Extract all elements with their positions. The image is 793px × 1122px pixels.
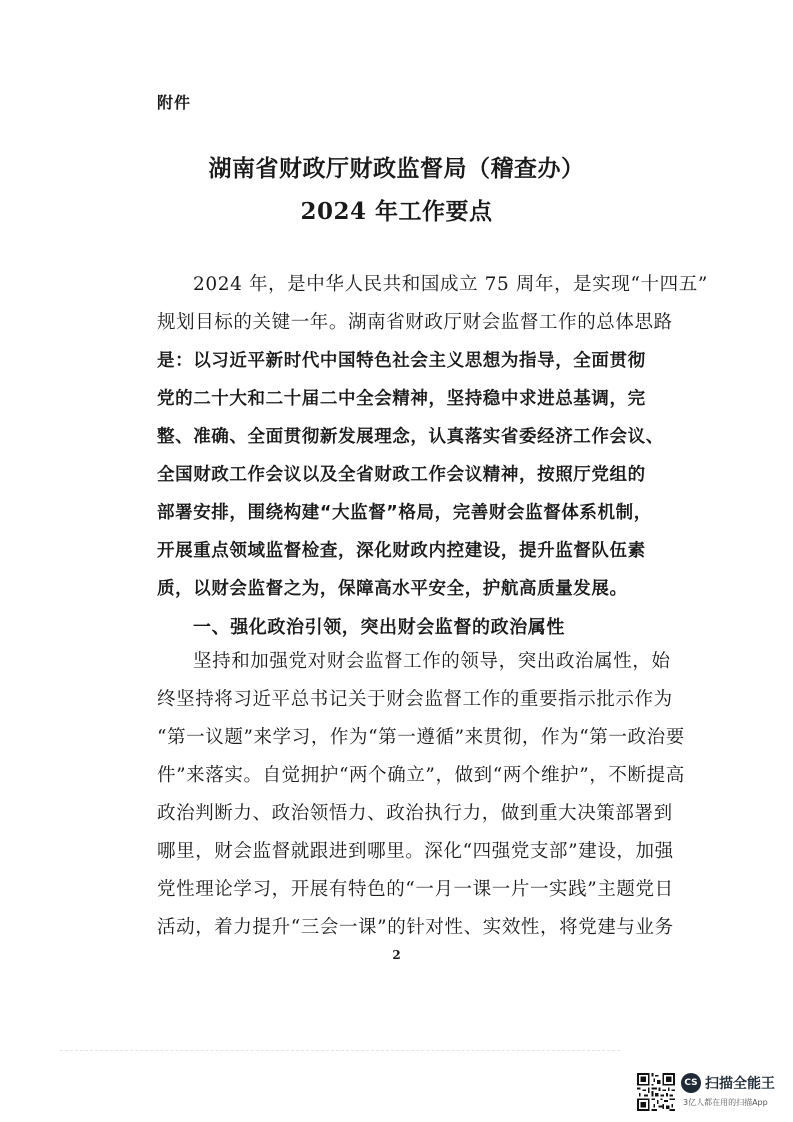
intro-line: 整、准确、全面贯彻新发展理念，认真落实省委经济工作会议、 xyxy=(157,427,664,447)
intro-line: 规划目标的关键一年。湖南省财政厅财会监督工作的总体思路 xyxy=(157,312,673,333)
section-1-line: 哪里，财会监督就跟进到哪里。深化“四强党支部”建设，加强 xyxy=(157,841,674,862)
intro-line: 质，以财会监督之为，保障高水平安全，护航高质量发展。 xyxy=(157,579,628,599)
section-1-line: “第一议题”来学习，作为“第一遵循”来贯彻，作为“第一政治要 xyxy=(157,727,685,748)
camscanner-logo-icon: CS xyxy=(681,1073,701,1093)
intro-line: 是：以习近平新时代中国特色社会主义思想为指导，全面贯彻 xyxy=(157,351,646,371)
section-1-line: 坚持和加强党对财会监督工作的领导，突出政治属性，始 xyxy=(193,651,671,672)
attachment-label: 附件 xyxy=(157,93,192,112)
section-1-line: 政治判断力、政治领悟力、政治执行力，做到重大决策部署到 xyxy=(157,803,673,824)
section-1-heading: 一、强化政治引领，突出财会监督的政治属性 xyxy=(193,617,565,638)
page-number: 2 xyxy=(392,948,401,962)
section-1-line: 终坚持将习近平总书记关于财会监督工作的重要指示批示作为 xyxy=(157,689,673,710)
intro-line: 开展重点领域监督检查，深化财政内控建设，提升监督队伍素 xyxy=(157,541,646,561)
intro-line: 部署安排，围绕构建“大监督”格局，完善财会监督体系机制， xyxy=(157,503,652,523)
section-1-line: 件”来落实。自觉拥护“两个确立”，做到“两个维护”，不断提高 xyxy=(157,765,685,786)
qr-code-icon xyxy=(637,1073,675,1111)
document-title-line-2: 2024 年工作要点 xyxy=(300,198,493,225)
watermark-tagline: 3亿人都在用的扫描App xyxy=(683,1098,768,1107)
intro-line: 党的二十大和二十届二中全会精神，坚持稳中求进总基调，完 xyxy=(157,389,646,409)
document-title-line-1: 湖南省财政厅财政监督局（稽查办） xyxy=(208,155,585,182)
intro-line: 2024 年，是中华人民共和国成立 75 周年，是实现“十四五” xyxy=(193,274,708,295)
section-1-line: 活动，着力提升“三会一课”的针对性、实效性，将党建与业务 xyxy=(157,917,674,938)
watermark-brand: 扫描全能王 xyxy=(705,1076,775,1092)
intro-line: 全国财政工作会议以及全省财政工作会议精神，按照厅党组的 xyxy=(157,465,646,485)
footer-divider xyxy=(60,1050,620,1051)
section-1-line: 党性理论学习，开展有特色的“一月一课一片一实践”主题党日 xyxy=(157,879,674,900)
